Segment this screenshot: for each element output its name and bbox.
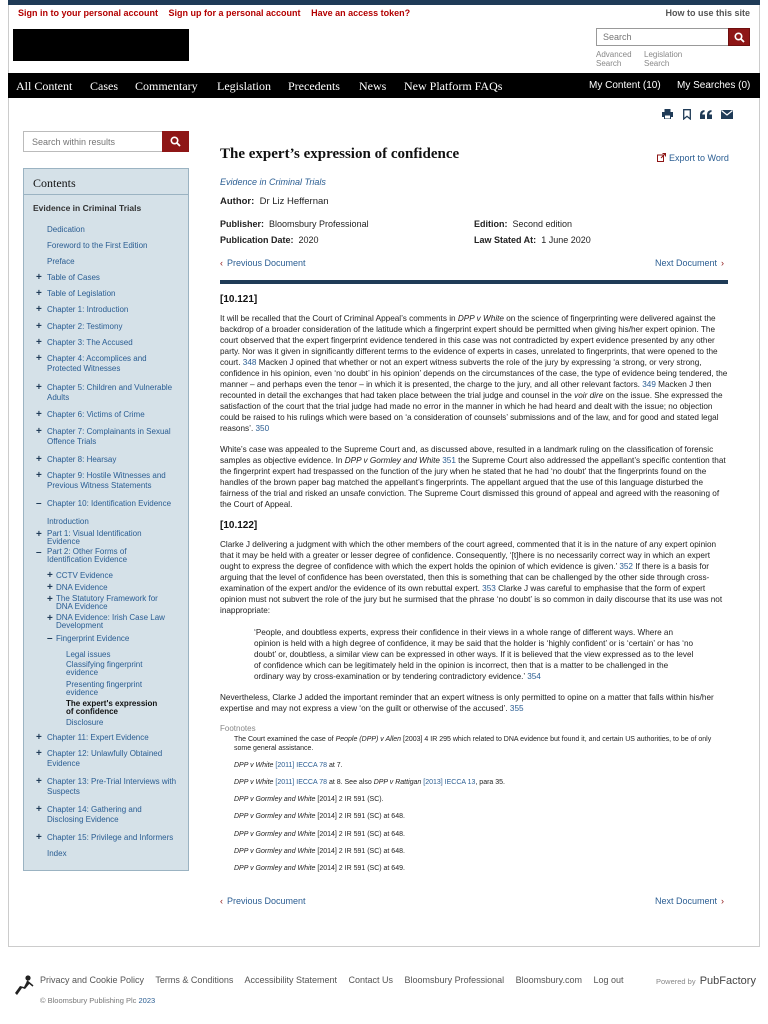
expand-icon[interactable]: + [36, 304, 42, 315]
expand-icon[interactable]: + [36, 288, 42, 299]
footnote: DPP v White [2011] IECCA 78 at 8. See also DPP v Rattigan [2013] IECCA 13, para 35. [234, 779, 505, 786]
toc-item-chapter-2[interactable]: Chapter 2: Testimony [47, 322, 123, 331]
chevron-left-icon: ‹ [220, 896, 223, 906]
nav-news[interactable]: News [359, 79, 387, 93]
nav-platform-faqs[interactable]: New Platform FAQs [404, 79, 503, 93]
expand-icon[interactable]: + [36, 748, 42, 759]
footer-links [40, 975, 633, 985]
footnote: DPP v Gormley and White [2014] 2 IR 591 (SC) at 648. [234, 813, 405, 820]
toc-book-title[interactable]: Evidence in Criminal Trials [33, 203, 142, 213]
toc-item-chapter-7[interactable]: Chapter 7: Complainants in Sexual Offence Trials [47, 427, 171, 446]
book-link[interactable]: Evidence in Criminal Trials [220, 177, 326, 187]
chevron-left-icon: ‹ [220, 258, 223, 268]
expand-icon[interactable]: + [36, 776, 42, 787]
expand-icon[interactable]: + [36, 529, 42, 540]
toc-item-cctv[interactable]: CCTV Evidence [56, 571, 113, 580]
expand-icon[interactable]: + [47, 582, 53, 593]
toc-item-chapter-10[interactable]: Chapter 10: Identification Evidence [47, 499, 172, 508]
paragraph-text: Nevertheless, Clarke J added the important reminder that an expert witness is only permitted to opine on a matter that falls within his/her expertise and may not express a view ‘on the guilt or otherwise of the accused’. 355 [220, 693, 714, 713]
cite-icon[interactable] [699, 108, 713, 120]
author-line: Author: Dr Liz Heffernan [220, 196, 329, 207]
how-to-use-link[interactable]: How to use this site [665, 8, 750, 18]
nav-my-searches[interactable]: My Searches (0) [677, 80, 751, 91]
terms-link[interactable]: Terms & Conditions [155, 975, 234, 985]
footnote: DPP v Gormley and White [2014] 2 IR 591 (SC) at 648. [234, 848, 405, 855]
toc-item-table-legislation[interactable]: Table of Legislation [47, 289, 116, 298]
next-document-link[interactable]: Next Document › [655, 258, 725, 268]
expand-icon[interactable]: + [36, 321, 42, 332]
table-of-contents [23, 168, 189, 871]
toc-item-chapter-12[interactable]: Chapter 12: Unlawfully Obtained Evidence [47, 749, 163, 768]
toc-item-disclosure[interactable]: Disclosure [66, 718, 104, 727]
expand-icon[interactable]: + [36, 409, 42, 420]
sign-in-link[interactable]: Sign in to your personal account [18, 8, 159, 18]
expand-icon[interactable]: + [36, 272, 42, 283]
previous-document-link[interactable]: ‹ Previous Document [220, 258, 306, 268]
footnote: DPP v White [2011] IECCA 78 at 7. [234, 762, 343, 769]
footnote: The Court examined the case of People (DPP) v Allen [2003] 4 IR 295 which related to DNA evidence but found it, and certain US authorities, to be of only some general assistance. [234, 736, 712, 752]
publisher-line: Publisher: Bloomsbury Professional [220, 219, 369, 229]
chevron-right-icon: › [721, 258, 725, 268]
paragraph-number: [10.121] [220, 294, 258, 305]
expand-icon[interactable]: + [36, 353, 42, 364]
toc-item-current-expression[interactable]: The expert's expression of confidence [66, 699, 158, 716]
copyright: © Bloomsbury Publishing Plc 2023 [40, 996, 156, 1005]
toc-item-fingerprint[interactable]: Fingerprint Evidence [56, 634, 130, 643]
search-input[interactable] [596, 28, 728, 46]
chevron-right-icon: › [721, 896, 725, 906]
content-divider [220, 280, 728, 284]
search-within-input[interactable] [23, 131, 163, 152]
toc-item-chapter-15[interactable]: Chapter 15: Privilege and Informers [47, 833, 174, 842]
collapse-icon[interactable]: – [36, 498, 42, 509]
toc-item-chapter-8[interactable]: Chapter 8: Hearsay [47, 455, 117, 464]
toc-item-part-2[interactable]: Part 2: Other Forms of Identification Evidence [47, 547, 128, 564]
toc-item-introduction[interactable]: Introduction [47, 517, 89, 526]
nav-my-content[interactable]: My Content (10) [589, 80, 661, 91]
expand-icon[interactable]: + [36, 426, 42, 437]
toc-item-preface[interactable]: Preface [47, 257, 75, 266]
contact-link[interactable]: Contact Us [348, 975, 394, 985]
expand-icon[interactable]: + [36, 454, 42, 465]
expand-icon[interactable]: + [36, 804, 42, 815]
main-nav [8, 73, 760, 98]
toc-item-foreword[interactable]: Foreword to the First Edition [47, 241, 148, 250]
footnotes-heading: Footnotes [220, 724, 256, 733]
bloomsbury-professional-link[interactable]: Bloomsbury Professional [404, 975, 505, 985]
expand-icon[interactable]: + [36, 382, 42, 393]
next-document-link-bottom[interactable]: Next Document › [655, 896, 725, 906]
toc-item-chapter-4[interactable]: Chapter 4: Accomplices and Protected Witnesses [47, 354, 147, 373]
page-title: The expert’s expression of confidence [220, 146, 460, 162]
previous-document-link-bottom[interactable]: ‹ Previous Document [220, 896, 306, 906]
paragraph-text: It will be recalled that the Court of Criminal Appeal’s comments in DPP v White on the science of fingerprinting were delivered against the backdrop of a broader consideration of the latitude which a fingerprint expert should be permitted when giving his/her expert opinion. The court observed that the expert fingerprint evidence tendered in this case was not contradicted by expert evidence presented by any other party. Nor was it given in significantly different terms to the evidence of experts in cases, unrelated to fingerprints, that were opened to the court. 348 Macken J opined that whether or not an expert witness subverts the role of the jury by expressing ‘a strong, or very strong, confidence in his opinion, even ‘no doubt’ in his opinion’ depends on the circumstances of the case, the type of evidence being tendered, the manner – and perhaps even the tenor – in which it is presented, the charge to the jury, and all other relevant factors. 349 Macken J then recounted in detail the exchanges that had taken place between the trial judge and counsel in the voir dire on the issue. She expressed the satisfaction of the court that the trial judge had made no error in the manner in which he had heard and dealt with the issue; no objection could be raised to his rulings which were based on ‘a consideration of counsels’ submissions and of the law, and for good and stated legal reasons’. 350 [220, 314, 728, 433]
powered-by[interactable]: Powered by PubFactory [656, 975, 756, 987]
nav-cases[interactable]: Cases [90, 79, 118, 93]
paragraph-number: [10.122] [220, 520, 258, 531]
legislation-search-link[interactable]: Legislation Search [644, 50, 683, 68]
nav-legislation[interactable]: Legislation [217, 79, 271, 93]
expand-icon[interactable]: + [47, 594, 53, 605]
block-quote: ‘People, and doubtless experts, express their confidence in their views in a whole range of different ways. Where an opinion is held with a high degree of confidence, it may be said that the holder is ‘highly confident’ or is ‘certain’ or has ‘no doubt’ or, doubtless, a similar view can be expressed in other ways. If it is believed that the view expressed as to the level of confidence which can be legitimately held in the opinion is incorrect, then that is a matter to be challenged in the ordinary way by cross-examination or by tendering contradictory evidence.’ 354 [254, 628, 694, 681]
toc-item-chapter-9[interactable]: Chapter 9: Hostile Witnesses and Previous Witness Statements [47, 471, 166, 490]
nav-all-content[interactable]: All Content [16, 79, 73, 93]
expand-icon[interactable]: + [36, 337, 42, 348]
toc-item-index[interactable]: Index [47, 849, 67, 858]
toc-item-chapter-11[interactable]: Chapter 11: Expert Evidence [47, 733, 149, 742]
email-icon[interactable] [720, 108, 734, 120]
pubdate-line: Publication Date: 2020 [220, 235, 319, 245]
edition-line: Edition: Second edition [474, 219, 573, 229]
collapse-icon[interactable]: – [47, 633, 53, 644]
toc-item-table-cases[interactable]: Table of Cases [47, 273, 100, 282]
toc-item-dna[interactable]: DNA Evidence [56, 583, 108, 592]
search-icon [734, 32, 745, 43]
search-icon [170, 136, 181, 147]
expand-icon[interactable]: + [36, 732, 42, 743]
bloomsbury-logo-icon [12, 973, 36, 997]
access-token-link[interactable]: Have an access token? [311, 8, 411, 18]
expand-icon[interactable]: + [36, 832, 42, 843]
toc-item-chapter-13[interactable]: Chapter 13: Pre-Trial Interviews with Suspects [47, 777, 177, 796]
toc-item-chapter-6[interactable]: Chapter 6: Victims of Crime [47, 410, 145, 419]
expand-icon[interactable]: + [47, 570, 53, 581]
sign-up-link[interactable]: Sign up for a personal account [168, 8, 301, 18]
toc-item-presenting[interactable]: Presenting fingerprint evidence [66, 680, 143, 697]
toc-item-chapter-1[interactable]: Chapter 1: Introduction [47, 305, 129, 314]
footnote: DPP v Gormley and White [2014] 2 IR 591 (SC) at 649. [234, 865, 405, 872]
export-to-word-link[interactable]: Export to Word [657, 153, 729, 163]
toc-item-chapter-14[interactable]: Chapter 14: Gathering and Disclosing Evidence [47, 805, 142, 824]
export-icon [657, 153, 666, 162]
toc-item-classifying[interactable]: Classifying fingerprint evidence [66, 660, 143, 677]
nav-precedents[interactable]: Precedents [288, 79, 340, 93]
toc-item-chapter-3[interactable]: Chapter 3: The Accused [47, 338, 133, 347]
print-icon[interactable] [660, 108, 674, 120]
paragraph-text: Clarke J delivering a judgment with which the other members of the court agreed, commented that it is in the nature of any expert opinion that it may be held with a greater or lesser degree of confidence. Consequently, ‘[t]here is no necessarily correct way in which an expert ought to express the degree of confidence with which the expert holds the opinion of which evidence is given.’ 352 If there is a basis for arguing that the level of confidence has been overstated, then this is something that can be challenged by the other side through cross-examination of the expert and/or the evidence of its own rebuttal expert. 353 Clarke J was careful to emphasise that the form of expert opinion must not subvert the role of the jury but he surmised that the phrase ‘no doubt’ is so common in daily discourse that its use was not inappropriate: [220, 540, 723, 615]
toc-item-dedication[interactable]: Dedication [47, 225, 85, 234]
search-within-button[interactable] [162, 131, 189, 152]
expand-icon[interactable]: + [47, 613, 53, 624]
toc-divider [24, 194, 188, 195]
bloomsbury-com-link[interactable]: Bloomsbury.com [515, 975, 582, 985]
collapse-icon[interactable]: – [36, 547, 42, 558]
expand-icon[interactable]: + [36, 470, 42, 481]
footnote: DPP v Gormley and White [2014] 2 IR 591 (SC). [234, 796, 384, 803]
nav-commentary[interactable]: Commentary [135, 79, 198, 93]
toc-title: Contents [33, 176, 76, 190]
law-stated-line: Law Stated At: 1 June 2020 [474, 235, 591, 245]
footnote: DPP v Gormley and White [2014] 2 IR 591 (SC) at 648. [234, 831, 405, 838]
toc-item-chapter-5[interactable]: Chapter 5: Children and Vulnerable Adults [47, 383, 173, 402]
accessibility-link[interactable]: Accessibility Statement [244, 975, 337, 985]
bookmark-icon[interactable] [680, 108, 694, 120]
privacy-link[interactable]: Privacy and Cookie Policy [40, 975, 145, 985]
toc-item-legal-issues[interactable]: Legal issues [66, 650, 111, 659]
advanced-search-link[interactable]: Advanced Search [596, 50, 632, 68]
site-logo[interactable] [13, 29, 189, 61]
logout-link[interactable]: Log out [593, 975, 624, 985]
toc-item-statutory[interactable]: The Statutory Framework for DNA Evidence [56, 594, 158, 611]
utility-links [18, 8, 418, 18]
paragraph-text: White’s case was appealed to the Supreme Court and, as discussed above, resulted in a landmark ruling on the classification of forensic samples as objective evidence. In DPP v Gormley and White 351 the Supreme Court also addressed the appellant’s specific contention that the fingerprint expert had trespassed on the function of the jury when he stated that he had ‘no doubt’ that the fingerprints found on the handles of the brown paper bag matched the appellant’s fingerprints. The appellant argued that the use of this language disturbed the fairness of the trial and risked an unsafe conviction. The Supreme Court dismissed this ground of appeal and agreed with the reasoning of the Court of Appeal. [220, 445, 726, 509]
toc-item-irish-case-law[interactable]: DNA Evidence: Irish Case Law Development [56, 613, 165, 630]
toc-item-part-1[interactable]: Part 1: Visual Identification Evidence [47, 529, 142, 546]
search-button[interactable] [728, 28, 750, 46]
